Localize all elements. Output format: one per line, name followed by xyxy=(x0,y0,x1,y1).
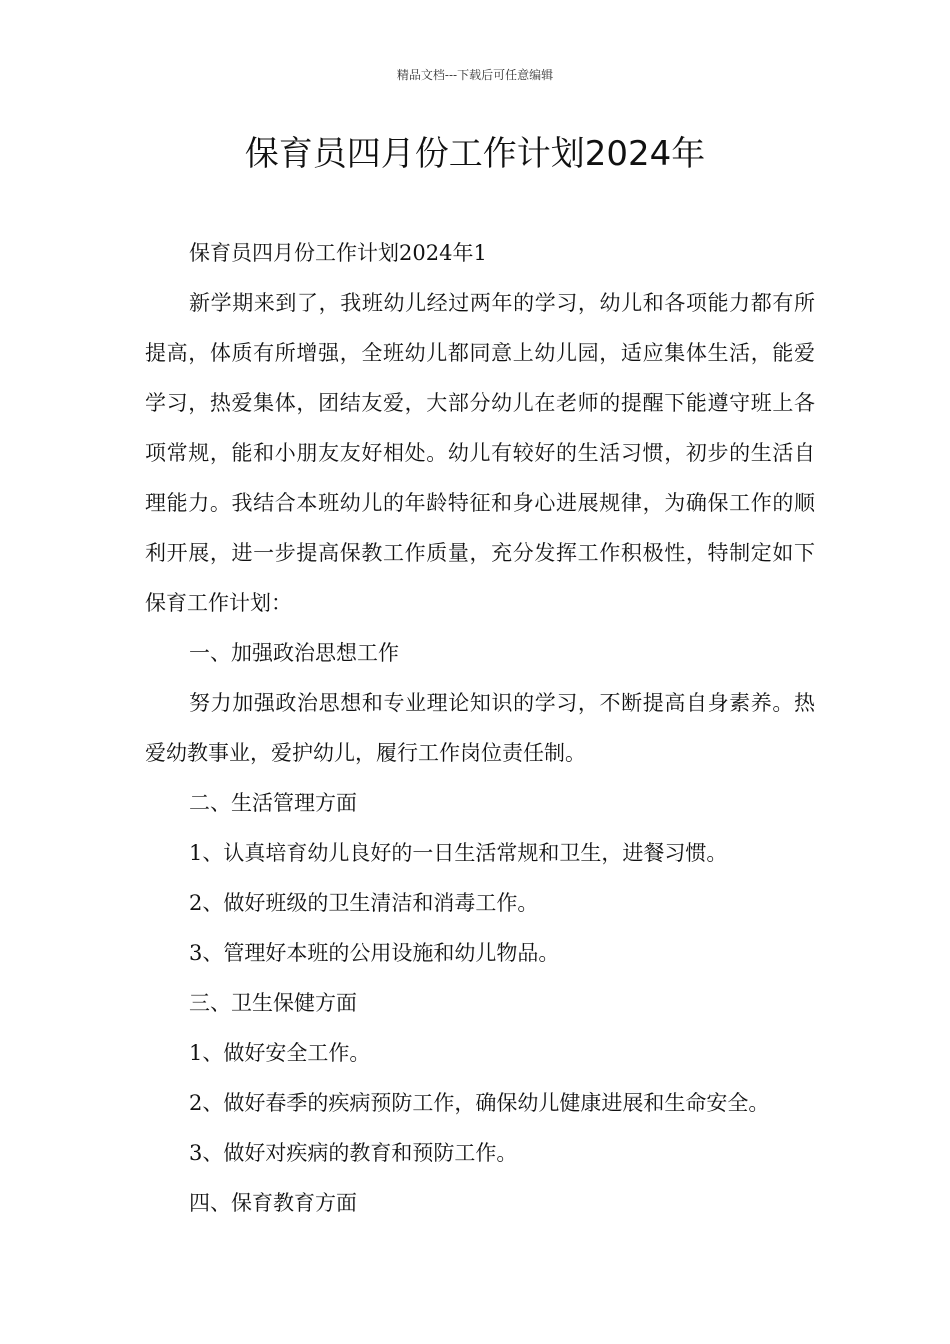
section-heading-2: 二、生活管理方面 xyxy=(189,791,357,815)
paragraph-section-1: 努力加强政治思想和专业理论知识的学习，不断提高自身素养。热爱幼教事业，爱护幼儿，履行工作岗位责任制。 xyxy=(145,691,815,765)
section-heading-1: 一、加强政治思想工作 xyxy=(189,641,399,665)
paragraph-intro: 新学期来到了，我班幼儿经过两年的学习，幼儿和各项能力都有所提高，体质有所增强，全班幼儿都同意上幼儿园，适应集体生活，能爱学习，热爱集体，团结友爱，大部分幼儿在老师的提醒下能遵守班上各项常规，能和小朋友友好相处。幼儿有较好的生活习惯，初步的生活自理能力。我结合本班幼儿的年龄特征和身心进展规律，为确保工作的顺利开展，进一步提高保教工作质量，充分发挥工作积极性，特制定如下保育工作计划： xyxy=(145,291,815,615)
list-item: 1、认真培育幼儿良好的一日生活常规和卫生，进餐习惯。 xyxy=(189,841,728,865)
list-item: 1、做好安全工作。 xyxy=(189,1041,371,1065)
paragraph-subtitle: 保育员四月份工作计划2024年1 xyxy=(189,241,487,265)
document-title: 保育员四月份工作计划2024年 xyxy=(244,134,706,174)
section-heading-3: 三、卫生保健方面 xyxy=(189,991,357,1015)
list-item: 2、做好春季的疾病预防工作，确保幼儿健康进展和生命安全。 xyxy=(189,1091,770,1115)
list-item: 3、做好对疾病的教育和预防工作。 xyxy=(189,1141,518,1165)
section-heading-4: 四、保育教育方面 xyxy=(189,1191,357,1215)
document-body xyxy=(145,228,815,1228)
list-item: 3、管理好本班的公用设施和幼儿物品。 xyxy=(189,941,560,965)
list-item: 2、做好班级的卫生清洁和消毒工作。 xyxy=(189,891,539,915)
document-header-note: 精品文档---下载后可任意编辑 xyxy=(396,68,554,82)
